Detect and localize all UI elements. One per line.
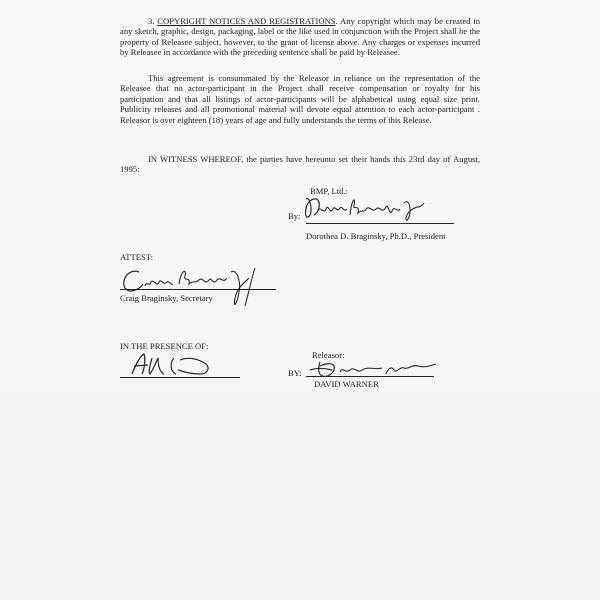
releasor-signer-name: DAVID WARNER <box>314 379 379 389</box>
consummation-paragraph <box>120 73 480 125</box>
signature-witness-icon <box>128 352 228 378</box>
witness-text: IN WITNESS WHEREOF, the parties have hereunto set their hands this 23rd day of August, 1995: <box>120 154 480 175</box>
company-signature-line <box>306 223 454 224</box>
attest-signature <box>117 262 277 312</box>
witness-paragraph <box>120 154 480 175</box>
releasor-by-label: BY: <box>288 368 302 378</box>
presence-signature <box>128 352 228 378</box>
company-signer-name: Dorothea D. Braginsky, Ph.D., President <box>306 231 446 241</box>
signature-craig-braginsky-icon <box>117 262 277 312</box>
releasor-signature-line <box>306 376 434 377</box>
company-by-label: By: <box>288 211 301 221</box>
attest-signer-name: Craig Braginsky, Secretary <box>120 293 213 303</box>
section-3-paragraph <box>120 16 480 58</box>
company-signature <box>300 191 440 223</box>
section-body: . Any copyright which may be created in any sketch, graphic, design, packaging, label or the like used in conjunction with the Project shall be the property of Releasee subject, however, to the grant of license above. Any charges or expenses incurred by Releasee in accordance with the preceding sentence shall be paid by Releasee. <box>120 16 480 58</box>
consummation-text: This agreement is consummated by the Releasor in reliance on the representation of the Releasee that no actor-participant in the Project shall receive compensation or royalty for his participation and that all listings of actor-participants will be alphabetical using equal size print. Publicity releases and all promotional material will devote equal attention to each actor-participant . Releasor is over eighteen (18) years of age and fully understands the terms of this Release. <box>120 73 480 125</box>
section-number: 3. <box>148 16 155 26</box>
attest-label: ATTEST: <box>120 252 153 262</box>
attest-signature-line <box>120 289 276 290</box>
company-name: BMP, Ltd.: <box>310 186 348 196</box>
releasor-label: Releasor: <box>312 350 345 360</box>
section-heading: COPYRIGHT NOTICES AND REGISTRATIONS <box>157 16 336 26</box>
signature-dorothea-braginsky-icon <box>300 191 440 223</box>
presence-signature-line <box>120 377 240 378</box>
presence-label: IN THE PRESENCE OF: <box>120 341 209 351</box>
